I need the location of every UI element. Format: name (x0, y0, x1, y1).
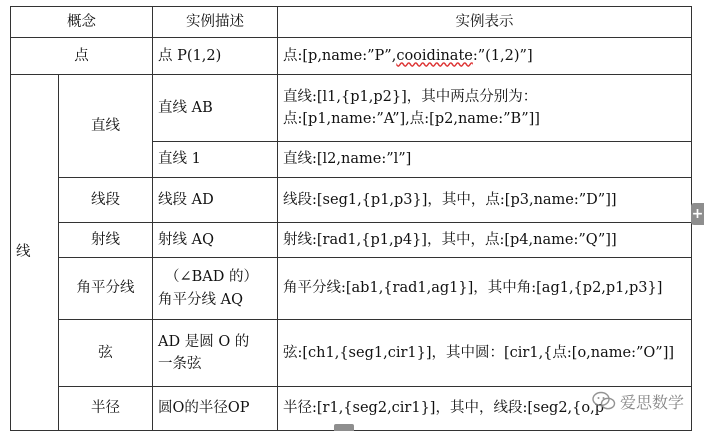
point-repr-wavy: cooidinate (396, 47, 473, 64)
watermark-text: 爱思数学 (620, 392, 685, 412)
ray-concept: 射线 (59, 223, 153, 258)
ray-desc: 射线 AQ (153, 223, 278, 258)
radius-concept: 半径 (59, 387, 153, 431)
chord-desc (153, 320, 278, 387)
side-expand-handle[interactable] (691, 203, 704, 225)
bisector-desc-2: 角平分线 AQ (158, 291, 243, 308)
chord-desc-2: 一条弦 (158, 356, 202, 372)
line-ab-repr-1: 直线:[l1,{p1,p2}]，其中两点分别为： (283, 88, 538, 105)
chord-concept: 弦 (59, 320, 153, 387)
point-repr (278, 38, 692, 75)
straight-line-concept: 直线 (59, 75, 153, 178)
radius-desc: 圆O的半径OP (153, 387, 278, 431)
concept-table-frame (10, 6, 691, 426)
header-description: 实例描述 (153, 7, 278, 38)
table-row-ray (11, 223, 692, 258)
table-row-bisector (11, 258, 692, 320)
point-repr-b: :”(1,2)”] (472, 47, 533, 64)
point-desc: 点 P(1,2) (153, 38, 278, 75)
segment-concept: 线段 (59, 178, 153, 223)
bisector-desc (153, 258, 278, 320)
segment-desc: 线段 AD (153, 178, 278, 223)
bottom-handle[interactable] (334, 424, 354, 431)
line-l-desc: 直线 1 (153, 142, 278, 178)
table-row-segment (11, 178, 692, 223)
header-representation: 实例表示 (278, 7, 692, 38)
line-ab-repr (278, 75, 692, 142)
plus-icon: + (691, 206, 704, 222)
line-ab-desc: 直线 AB (153, 75, 278, 142)
wechat-icon (592, 391, 616, 411)
bisector-repr: 角平分线:[ab1,{rad1,ag1}]，其中角:[ag1,{p2,p1,p3}] (278, 258, 692, 320)
table-row-line-ab (11, 75, 692, 142)
line-l-repr: 直线:[l2,name:”l”] (278, 142, 692, 178)
concept-table (10, 6, 692, 431)
table-row-chord (11, 320, 692, 387)
line-group-label: 线 (11, 75, 59, 431)
segment-repr: 线段:[seg1,{p1,p3}]，其中，点:[p3,name:”D”]] (278, 178, 692, 223)
bisector-concept: 角平分线 (59, 258, 153, 320)
table-header-row (11, 7, 692, 38)
bisector-desc-1: （∠BAD 的） (165, 269, 259, 286)
header-concept: 概念 (11, 7, 153, 38)
point-repr-a: 点:[p,name:”P”, (283, 47, 397, 64)
radius-repr: 半径:[r1,{seg2,cir1}]，其中，线段:[seg2,{o,p (278, 387, 692, 431)
ray-repr: 射线:[rad1,{p1,p4}]，其中，点:[p4,name:”Q”]] (278, 223, 692, 258)
chord-repr: 弦:[ch1,{seg1,cir1}]，其中圆：[cir1,{点:[o,name:”O”]] (278, 320, 692, 387)
watermark (592, 389, 684, 413)
line-ab-repr-2: 点:[p1,name:”A”],点:[p2,name:”B”]] (283, 111, 540, 127)
point-concept: 点 (11, 38, 153, 75)
chord-desc-1: AD 是圆 O 的 (158, 333, 250, 350)
table-row-point (11, 38, 692, 75)
